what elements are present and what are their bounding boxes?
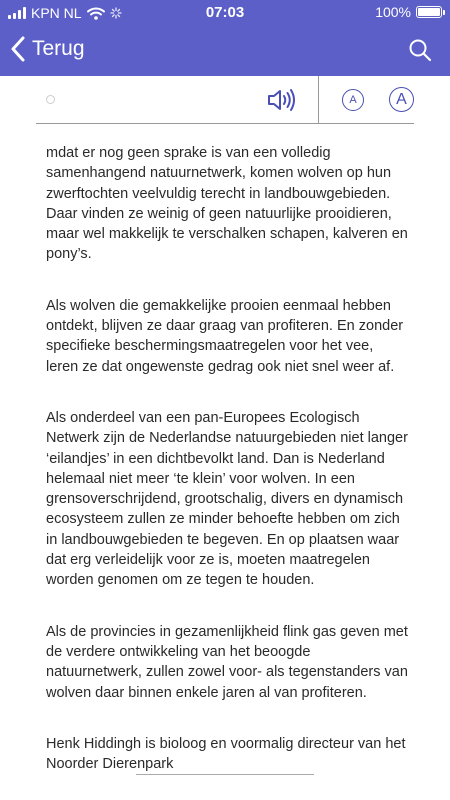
increase-font-button[interactable]: A [389,87,414,112]
battery-percentage: 100% [375,4,411,20]
read-aloud-button[interactable] [266,87,296,118]
chevron-left-icon [10,36,26,62]
status-time: 07:03 [205,4,245,21]
decrease-font-button[interactable]: A [342,89,364,111]
carrier-name: KPN NL [31,5,82,21]
home-indicator [136,774,314,775]
article-body [46,143,408,800]
speaker-icon [266,87,296,113]
back-button[interactable] [10,36,85,62]
article-paragraph: mdat er nog geen sprake is van een volledig samenhangend natuurnetwerk, komen wolven op hun zwerftochten veelvuldig terecht in landbouwgebieden. Daar vinden ze weinig of geen natuurlijke prooidieren, maar wel makkelijk te verschalken schapen, kalveren en pony’s. [46,145,408,263]
battery-icon [416,6,442,18]
battery-fill [418,8,440,16]
article-paragraph: Als de provincies in gezamenlijkheid flink gas geven met de verdere ontwikkeling van het beoogde natuurnetwerk, zullen zowel voor- als tegenstanders van wolven daar binnen enkele jaren al van profiteren. [46,623,408,701]
author-bio: Henk Hiddingh is bioloog en voormalig directeur van het Noorder Dierenpark [46,735,406,773]
search-icon [408,38,432,62]
indicator-dot [46,95,55,104]
search-button[interactable] [408,38,432,67]
article-paragraph: Als onderdeel van een pan-Europees Ecologisch Netwerk zijn de Nederlandse natuurgebieden niet langer ‘eilandjes’ in een dichtbevolkt land. Dan is Nederland helemaal niet meer ‘te klein’ voor wolven. In een grensoverschrijdend, grootschalig, divers en dynamisch ecosysteem zullen ze minder behoefte hebben om zich in landbouwgebieden te begeven. En op plaatsen waar dat erg verleidelijk voor ze is, moeten maatregelen worden genomen om ze tegen te houden. [46,409,408,589]
status-right [375,4,442,20]
back-label: Terug [32,37,85,60]
status-bar [0,0,450,26]
reader-toolbar [36,76,414,124]
navigation-bar [0,26,450,76]
toolbar-divider [318,76,319,124]
article-paragraph: Als wolven die gemakkelijke prooien eenmaal hebben ontdekt, blijven ze daar graag van profiteren. En zonder specifieke beschermingsmaatregelen voor het vee, leren ze dat ongewenste gedrag ook niet snel weer af. [46,297,404,375]
